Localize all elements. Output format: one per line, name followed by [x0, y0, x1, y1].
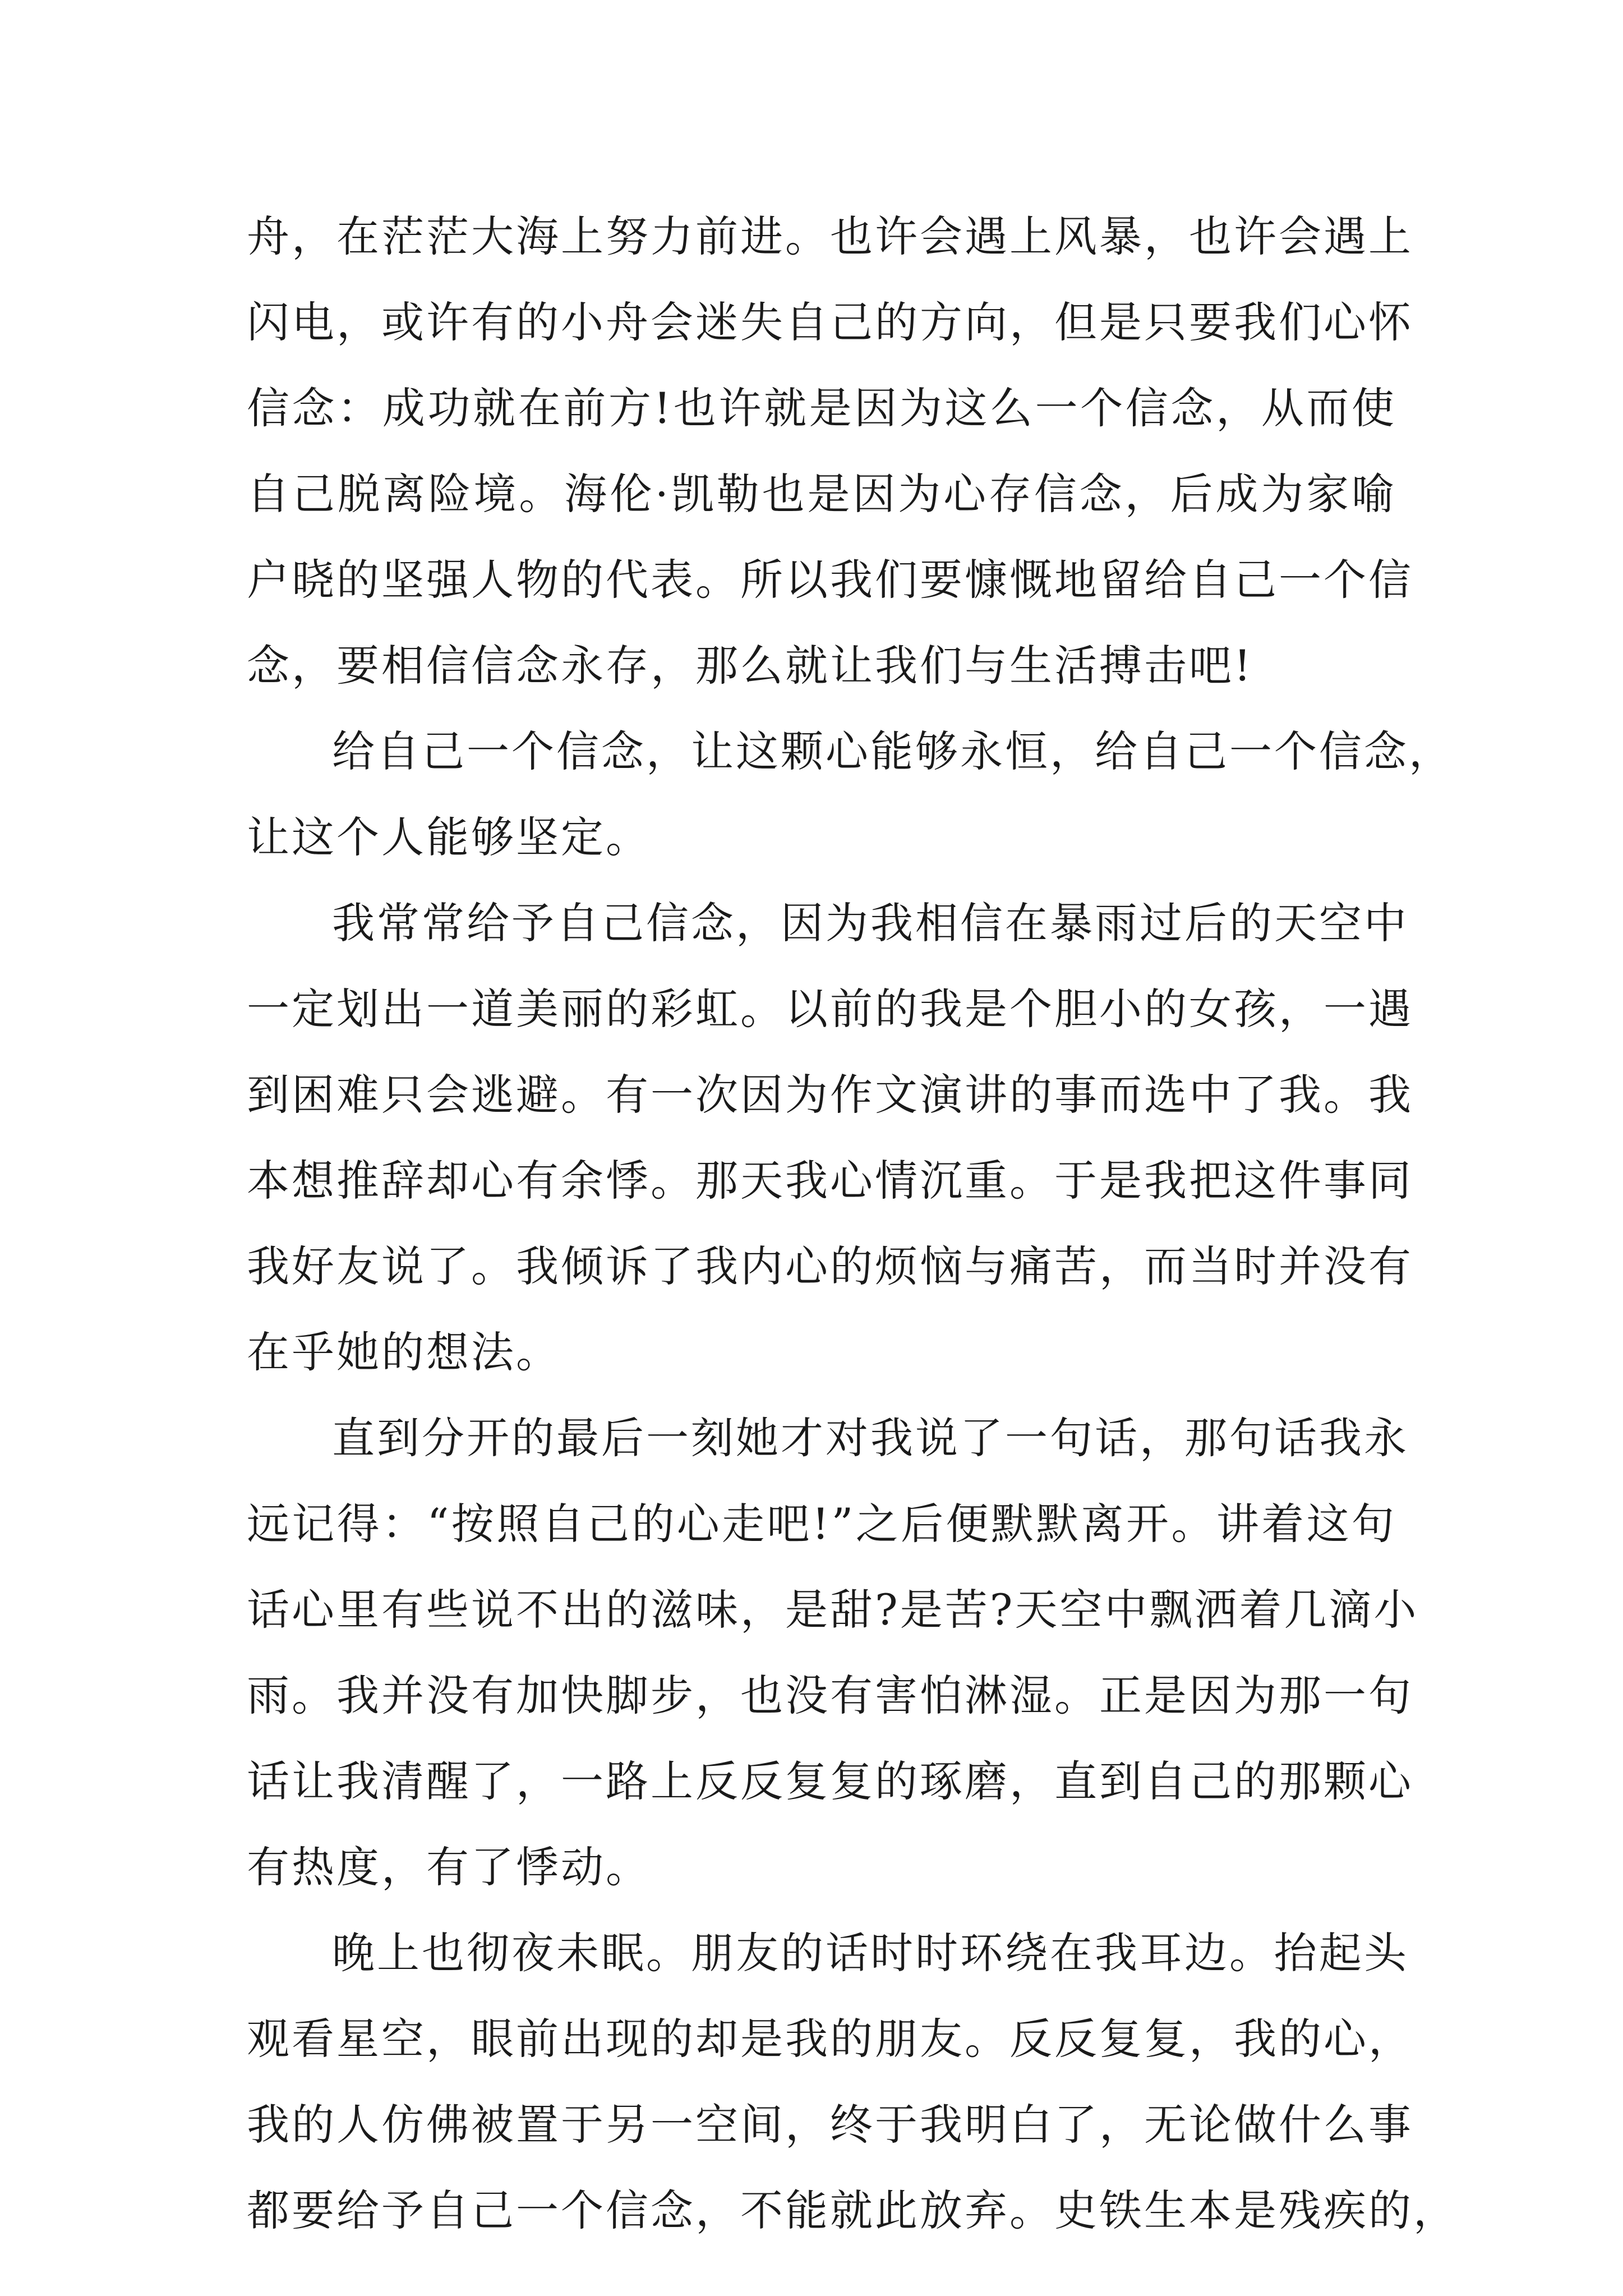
text-line: 舟，在茫茫大海上努力前进。也许会遇上风暴，也许会遇上 — [247, 211, 1413, 261]
text-line: 远记得：“按照自己的心走吧!”之后便默默离开。讲着这句 — [247, 1499, 1396, 1549]
text-line: 我好友说了。我倾诉了我内心的烦恼与痛苦，而当时并没有 — [247, 1241, 1413, 1291]
text-line: 我常常给予自己信念，因为我相信在暴雨过后的天空中 — [332, 898, 1409, 948]
text-line: 户晓的坚强人物的代表。所以我们要慷慨地留给自己一个信 — [247, 555, 1413, 605]
text-line: 一定划出一道美丽的彩虹。以前的我是个胆小的女孩，一遇 — [247, 984, 1413, 1034]
text-line: 观看星空，眼前出现的却是我的朋友。反反复复，我的心， — [247, 2014, 1413, 2064]
text-line: 到困难只会逃避。有一次因为作文演讲的事而选中了我。我 — [247, 1070, 1413, 1120]
text-line: 信念：成功就在前方!也许就是因为这么一个信念，从而使 — [247, 383, 1396, 433]
text-line: 本想推辞却心有余悸。那天我心情沉重。于是我把这件事同 — [247, 1156, 1413, 1205]
text-line: 念，要相信信念永存，那么就让我们与生活搏击吧! — [247, 641, 1253, 691]
body-text — [247, 194, 1458, 2253]
text-line: 直到分开的最后一刻她才对我说了一句话，那句话我永 — [332, 1413, 1409, 1463]
text-line: 话心里有些说不出的滋味，是甜?是苦?天空中飘洒着几滴小 — [247, 1585, 1419, 1635]
text-line: 晚上也彻夜未眠。朋友的话时时环绕在我耳边。抬起头 — [332, 1928, 1409, 1978]
text-line: 让这个人能够坚定。 — [247, 812, 651, 862]
text-line: 我的人仿佛被置于另一空间，终于我明白了，无论做什么事 — [247, 2100, 1413, 2150]
text-line: 雨。我并没有加快脚步，也没有害怕淋湿。正是因为那一句 — [247, 1671, 1413, 1720]
text-line: 自己脱离险境。海伦·凯勒也是因为心存信念，后成为家喻 — [247, 469, 1396, 519]
text-line: 都要给予自己一个信念，不能就此放弃。史铁生本是残疾的， — [247, 2185, 1458, 2235]
text-line: 在乎她的想法。 — [247, 1327, 561, 1377]
text-line: 话让我清醒了，一路上反反复复的琢磨，直到自己的那颗心 — [247, 1756, 1413, 1806]
text-line: 给自己一个信念，让这颗心能够永恒，给自己一个信念， — [332, 726, 1454, 776]
text-line: 闪电，或许有的小舟会迷失自己的方向，但是只要我们心怀 — [247, 297, 1413, 347]
text-line: 有热度，有了悸动。 — [247, 1842, 651, 1892]
